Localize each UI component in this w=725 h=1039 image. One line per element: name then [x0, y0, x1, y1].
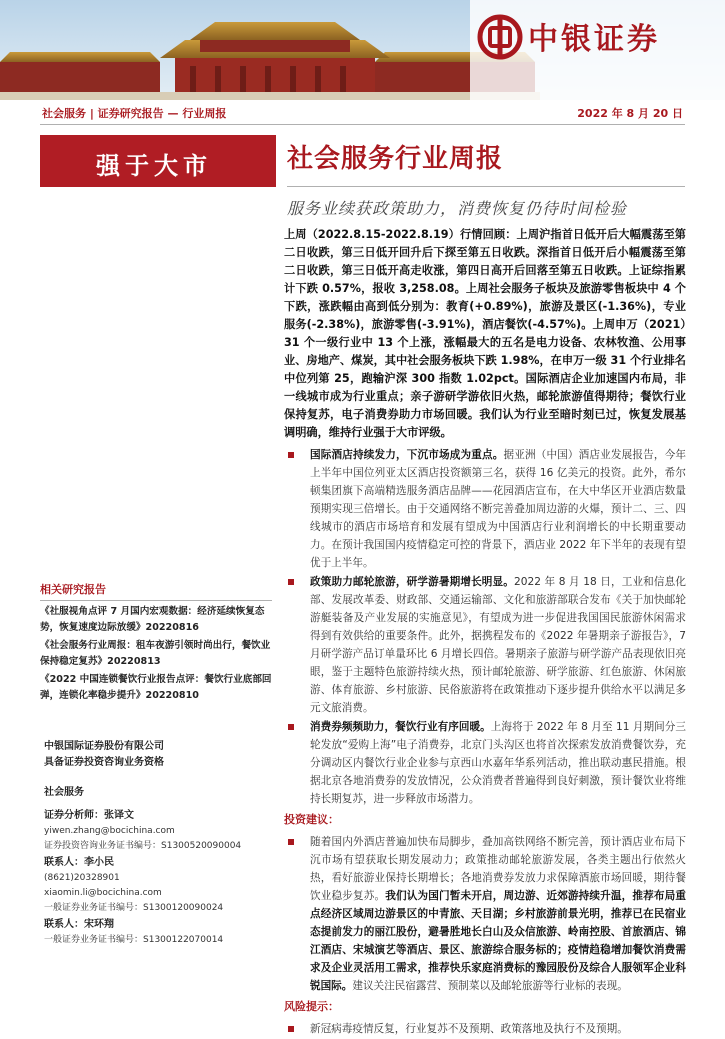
bullet-square-icon: [288, 1026, 294, 1032]
bullet-text: 上海将于 2022 年 8 月至 11 月期间分三轮发放“爱购上海”电子消费券，北京门头沟区也将首次探索发放消费餐饮券，充分调动区内餐饮行业企业参与京西山水嘉年华系列活动，推出联动惠民措施。根据北京各地消费券的发放情况，公众消费者普遍得到良好刺激，预计餐饮业将维持长期复苏，进一步释放市场潜力。: [310, 721, 687, 805]
report-category: 社会服务 | 证券研究报告 — 行业周报: [42, 107, 227, 120]
list-item: [284, 1020, 686, 1038]
analyst-email[interactable]: yiwen.zhang@bocichina.com: [44, 826, 175, 836]
related-report-link[interactable]: 《社服视角点评 7 月国内宏观数据：经济延续恢复态势，恢复速度边际放缓》20220816: [40, 606, 265, 633]
title-divider: [287, 186, 685, 187]
bullet-heading: 国际酒店持续发力，下沉市场成为重点。: [310, 449, 504, 461]
investment-text: 随着国内外酒店普遍加快布局脚步，叠加高铁网络不断完善，预计酒店业布局下沉市场有望获取长期发展动力；政策推动邮轮旅游发展，各类主题出行依然火热，看好旅游业保持长期增长；各地消费券发放力求保障酒旅市场回暖，期待餐饮业稳步复苏。: [310, 836, 686, 902]
bullet-square-icon: [288, 452, 294, 458]
analyst-email[interactable]: xiaomin.li@bocichina.com: [44, 888, 162, 898]
investment-list: [284, 833, 686, 995]
rating-label: 强于大市: [96, 151, 212, 180]
bullet-text: 据亚洲（中国）酒店业发展报告，今年上半年中国位列亚太区酒店投资额第三名，获得 16 亿美元的投资。此外，希尔顿集团旗下高端精选服务酒店品牌——花园酒店宣布，在大中华区开业酒店数量预期实现三倍增长。由于交通网络不断完善叠加周边游的火爆，预计二、三、四线城市的酒店市场培育和发展有望成为中国酒店行业利润增长的中长期重要动力。在预计我国国内疫情稳定可控的背景下，酒店业 2022 年下半年的表现有望优于上半年。: [310, 449, 687, 569]
analyst-cert: 一般证券业务证书编号：S1300120090024: [44, 903, 224, 913]
analyst-label: 证券分析师：: [44, 810, 104, 821]
main-body: [284, 226, 686, 1039]
analyst-label: 联系人：: [44, 857, 84, 868]
analyst-cert: 证券投资咨询业务证书编号：S1300520090004: [44, 841, 242, 851]
risk-heading: 风险提示：: [284, 1000, 339, 1013]
list-item: [284, 573, 686, 717]
qualification: 具备证券投资咨询业务资格: [44, 757, 164, 768]
list-item: [284, 833, 686, 995]
analyst-info: [44, 739, 276, 948]
analyst-row: [44, 854, 276, 871]
header-meta-line: [40, 100, 685, 125]
analyst-row: [44, 807, 276, 824]
analyst-phone: (8621)20328901: [44, 873, 120, 883]
investment-tail-text: 建议关注民宿露营、预制菜以及邮轮旅游等行业标的表现。: [352, 980, 628, 992]
analyst-name: 宋环翔: [84, 919, 114, 930]
weekly-summary: 上周（2022.8.15-2022.8.19）行情回顾：上周沪指首日低开后大幅震荡至第二日收跌，第三日低开回升后下探至第五日收跌。深指首日低开后小幅震荡至第二日收跌，第三日低开高走收涨，第四日高开后回落至第五日收跌。上证综指累计下跌 0.57%，报收 3,258.08。上周社会服务子板块及旅游零售板块中 4 个下跌，涨跌幅由高到低分别为：教育(+0.89%)，旅游及景区(-1.36%)，专业服务(-2.38%)，旅游零售(-3.91%)，酒店餐饮(-4.57%)。上周申万（2021）31 个一级行业中 13 个上涨，涨幅最大的五名是电力设备、农林牧渔、公用事业、房地产、煤炭，其中社会服务板块下跌 1.98%，在申万一级 31 个行业排名中位列第 25，跑输沪深 300 指数 1.02pct。国际酒店企业加速国内布局，非一线城市成为行业重点；亲子游研学游依旧火热，邮轮旅游值得期待；餐饮行业保持复苏，电子消费券助力市场回暖。我们认为行业至暗时刻已过，恢复发展基调明确，维持行业强于大市评级。: [284, 228, 686, 439]
analyst-row: [44, 916, 276, 933]
analyst-label: 联系人：: [44, 919, 84, 930]
highlight-list: [284, 446, 686, 808]
investment-bold-text: 我们认为国门暂未开启，周边游、近郊游持续升温，推荐布局重点经济区域周边游景区的中青旅、天目湖；乡村旅游前景光明，推荐已在民宿业态提前发力的丽江股份，避暑胜地长白山及众信旅游、岭南控股、首旅酒店、锦江酒店、宋城演艺等酒店、景区、旅游综合服务标的；疫情趋稳增加餐饮消费需求及企业灵活用工需求，推荐快乐家庭消费标的豫园股份及综合人服领军企业科锐国际。: [310, 890, 687, 992]
report-date: 2022 年 8 月 20 日: [577, 107, 683, 120]
bullet-heading: 政策助力邮轮旅游，研学游暑期增长明显。: [310, 576, 515, 588]
risk-text: 新冠病毒疫情反复，行业复苏不及预期、政策落地及执行不及预期。: [310, 1023, 628, 1035]
bullet-square-icon: [288, 839, 294, 845]
analyst-cert: 一般证券业务证书编号：S1300122070014: [44, 935, 224, 945]
page-subtitle: 服务业续获政策助力，消费恢复仍待时间检验: [287, 199, 628, 218]
bullet-square-icon: [288, 724, 294, 730]
bullet-square-icon: [288, 579, 294, 585]
header-banner: [0, 0, 725, 100]
risk-list: [284, 1020, 686, 1038]
related-reports: [40, 581, 272, 703]
sector-name: 社会服务: [44, 787, 84, 798]
related-report-link[interactable]: 《2022 中国连锁餐饮行业报告点评：餐饮行业底部回弹，连锁化率稳步提升》20220810: [40, 674, 272, 701]
rating-box: [40, 135, 276, 187]
analyst-name: 李小民: [84, 857, 114, 868]
related-report-link[interactable]: 《社会服务行业周报：租车夜游引领时尚出行，餐饮业保持稳定复苏》20220813: [40, 640, 271, 667]
page-title: 社会服务行业周报: [287, 144, 504, 174]
bullet-heading: 消费券频频助力，餐饮行业有序回暖。: [310, 721, 491, 733]
company-name: 中银国际证券股份有限公司: [44, 741, 164, 752]
investment-heading: 投资建议：: [284, 813, 339, 826]
analyst-name: 张译文: [104, 810, 134, 821]
list-item: [284, 446, 686, 572]
bullet-text: 2022 年 8 月 18 日，工业和信息化部、发展改革委、财政部、交通运输部、文化和旅游部联合发布《关于加快邮轮游艇装备及产业发展的实施意见》，有望成为进一步促进我国国民旅游休闲需求得到有效供给的重要条件。此外，据携程发布的《2022 年暑期亲子游报告》，7 月研学游产品订单量环比 6 月增长四倍。暑期亲子旅游与研学游产品表现依旧亮眼，鉴于主题特色旅游持续火热，预计邮轮旅游、研学旅游、红色旅游、休闲旅游、体育旅游、乡村旅游、民俗旅游将在政策推动下逐步提升供给水平以满足多元文旅消费。: [310, 576, 686, 714]
related-reports-title: 相关研究报告: [40, 581, 272, 601]
brand-name: 中银证券: [528, 22, 660, 57]
list-item: [284, 718, 686, 808]
